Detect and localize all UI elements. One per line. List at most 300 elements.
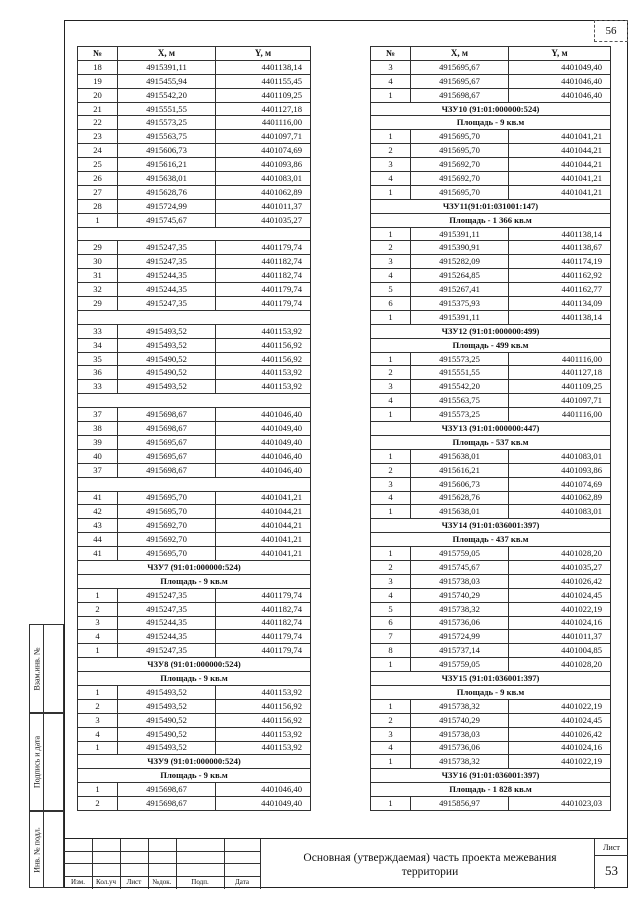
y-coordinate: 4401182,74 [216,602,311,616]
y-coordinate: 4401044,21 [509,144,611,158]
x-coordinate: 4915736,06 [411,741,509,755]
table-row [78,185,311,199]
x-coordinate: 4915563,75 [118,130,216,144]
table-row [78,158,311,172]
section-header: Площадь - 9 кв.м [371,685,611,699]
x-coordinate: 4915738,32 [411,755,509,769]
point-number: 3 [371,727,411,741]
x-coordinate: 4915493,52 [118,380,216,394]
point-number: 4 [78,727,118,741]
point-number: 29 [78,241,118,255]
point-number: 3 [371,255,411,269]
point-number: 3 [371,60,411,74]
section-header: ЧЗУ16 (91:01:036001:397) [371,769,611,783]
table-row [371,658,611,672]
y-coordinate: 4401179,74 [216,241,311,255]
point-number: 1 [78,685,118,699]
y-coordinate: 4401179,74 [216,588,311,602]
x-coordinate: 4915490,52 [118,352,216,366]
x-coordinate: 4915695,70 [118,505,216,519]
point-number: 44 [78,533,118,547]
point-number: 31 [78,269,118,283]
x-coordinate: 4915698,67 [411,88,509,102]
point-number: 23 [78,130,118,144]
table-row [78,699,311,713]
y-coordinate: 4401179,74 [216,630,311,644]
section-header: Площадь - 537 кв.м [371,435,611,449]
x-coordinate: 4915551,55 [411,366,509,380]
stamp-grid [64,839,260,889]
x-coordinate: 4915759,05 [411,658,509,672]
x-coordinate: 4915282,09 [411,255,509,269]
header-number: № [78,47,118,61]
point-number: 3 [371,477,411,491]
y-coordinate: 4401044,21 [216,505,311,519]
table-row [78,352,311,366]
table-row [78,616,311,630]
x-coordinate: 4915493,52 [118,685,216,699]
x-coordinate: 4915695,70 [118,491,216,505]
table-row [78,283,311,297]
y-coordinate: 4401022,19 [509,699,611,713]
y-coordinate: 4401041,21 [509,172,611,186]
table-row [78,685,311,699]
point-number: 4 [371,741,411,755]
point-number: 1 [371,227,411,241]
y-coordinate: 4401022,19 [509,602,611,616]
x-coordinate: 4915247,35 [118,588,216,602]
x-coordinate: 4915490,52 [118,727,216,741]
point-number: 32 [78,283,118,297]
point-number: 3 [371,574,411,588]
table-row [78,116,311,130]
spacer-cell [78,227,311,241]
document-title: Основная (утверждаемая) часть проекта межевания территории [303,852,557,878]
top-sheet-number: 56 [594,20,628,42]
table-row [371,741,611,755]
y-coordinate: 4401024,45 [509,588,611,602]
point-number: 33 [78,324,118,338]
table-row [371,297,611,311]
point-number: 24 [78,144,118,158]
x-coordinate: 4915493,52 [118,338,216,352]
section-header: Площадь - 1 366 кв.м [371,213,611,227]
y-coordinate: 4401049,40 [216,797,311,811]
point-number: 1 [371,310,411,324]
y-coordinate: 4401156,92 [216,713,311,727]
section-header-row [371,533,611,547]
point-number: 1 [371,449,411,463]
point-number: 25 [78,158,118,172]
table-row [371,491,611,505]
point-number: 43 [78,519,118,533]
section-header: Площадь - 499 кв.м [371,338,611,352]
y-coordinate: 4401179,74 [216,283,311,297]
stamp-col-sheet: Лист [126,878,142,886]
point-number: 3 [371,380,411,394]
x-coordinate: 4915695,67 [411,60,509,74]
point-number: 4 [371,588,411,602]
x-coordinate: 4915628,76 [411,491,509,505]
point-number: 21 [78,102,118,116]
section-header-row [371,213,611,227]
y-coordinate: 4401156,92 [216,699,311,713]
x-coordinate: 4915698,67 [118,797,216,811]
table-row [371,227,611,241]
x-coordinate: 4915493,52 [118,741,216,755]
y-coordinate: 4401062,89 [216,185,311,199]
section-header: ЧЗУ14 (91:01:036001:397) [371,519,611,533]
y-coordinate: 4401162,77 [509,283,611,297]
coordinates-table-left [77,46,311,811]
point-number: 1 [78,741,118,755]
sheet-box [594,839,628,889]
coordinates-table-right [370,46,611,811]
x-coordinate: 4915573,25 [411,408,509,422]
point-number: 4 [371,394,411,408]
x-coordinate: 4915695,67 [411,74,509,88]
y-coordinate: 4401182,74 [216,616,311,630]
table-row [78,630,311,644]
y-coordinate: 4401046,40 [509,74,611,88]
stamp-col-change: Изм. [71,878,85,886]
table-row [371,602,611,616]
table-row [78,463,311,477]
section-header-row [371,519,611,533]
x-coordinate: 4915606,73 [411,477,509,491]
section-header-row [371,338,611,352]
table-row [371,394,611,408]
spacer-row [78,227,311,241]
y-coordinate: 4401041,21 [216,491,311,505]
x-coordinate: 4915247,35 [118,297,216,311]
y-coordinate: 4401179,74 [216,644,311,658]
x-coordinate: 4915745,67 [118,213,216,227]
section-header-row [371,102,611,116]
y-coordinate: 4401127,18 [509,366,611,380]
y-coordinate: 4401134,09 [509,297,611,311]
y-coordinate: 4401041,21 [509,185,611,199]
y-coordinate: 4401046,40 [216,783,311,797]
y-coordinate: 4401049,40 [216,422,311,436]
table-row [78,102,311,116]
point-number: 4 [371,269,411,283]
x-coordinate: 4915455,94 [118,74,216,88]
section-header-row [371,324,611,338]
section-header-row [371,116,611,130]
section-header-row [78,560,311,574]
point-number: 2 [78,699,118,713]
x-coordinate: 4915551,55 [118,102,216,116]
section-header: ЧЗУ11(91:01:031001:147) [371,199,611,213]
point-number: 42 [78,505,118,519]
table-row [371,158,611,172]
point-number: 1 [371,130,411,144]
point-number: 1 [78,213,118,227]
spacer-cell [78,310,311,324]
table-row [78,74,311,88]
x-coordinate: 4915695,67 [118,435,216,449]
side-block-inv-orig [29,811,64,888]
table-row [78,269,311,283]
point-number: 3 [78,616,118,630]
y-coordinate: 4401023,03 [509,797,611,811]
x-coordinate: 4915247,35 [118,255,216,269]
section-header: Площадь - 9 кв.м [78,574,311,588]
table-row [371,74,611,88]
table-row [371,574,611,588]
x-coordinate: 4915740,29 [411,588,509,602]
table-row [78,366,311,380]
table-row [371,547,611,561]
y-coordinate: 4401083,01 [509,505,611,519]
y-coordinate: 4401109,25 [216,88,311,102]
table-row [78,713,311,727]
y-coordinate: 4401116,00 [509,408,611,422]
x-coordinate: 4915692,70 [118,519,216,533]
section-header: Площадь - 1 828 кв.м [371,783,611,797]
y-coordinate: 4401093,86 [216,158,311,172]
section-header-row [371,422,611,436]
table-header-row [78,47,311,61]
point-number: 29 [78,297,118,311]
x-coordinate: 4915493,52 [118,699,216,713]
table-row [371,255,611,269]
sheet-number: 53 [605,863,618,878]
table-row [78,144,311,158]
y-coordinate: 4401156,92 [216,338,311,352]
x-coordinate: 4915738,32 [411,602,509,616]
table-row [78,741,311,755]
y-coordinate: 4401041,21 [216,533,311,547]
x-coordinate: 4915628,76 [118,185,216,199]
y-coordinate: 4401044,21 [216,519,311,533]
table-row [371,644,611,658]
table-row [78,435,311,449]
point-number: 33 [78,380,118,394]
table-row [78,241,311,255]
point-number: 2 [78,602,118,616]
header-y: Y, м [216,47,311,61]
x-coordinate: 4915856,97 [411,797,509,811]
spacer-row [78,477,311,491]
x-coordinate: 4915267,41 [411,283,509,297]
y-coordinate: 4401004,85 [509,644,611,658]
point-number: 22 [78,116,118,130]
section-header: ЧЗУ12 (91:01:000000:499) [371,324,611,338]
table-row [371,449,611,463]
table-row [371,699,611,713]
x-coordinate: 4915692,70 [411,158,509,172]
x-coordinate: 4915724,99 [411,630,509,644]
point-number: 1 [371,505,411,519]
point-number: 36 [78,366,118,380]
x-coordinate: 4915573,25 [411,352,509,366]
table-row [78,491,311,505]
point-number: 27 [78,185,118,199]
x-coordinate: 4915692,70 [411,172,509,186]
y-coordinate: 4401083,01 [216,172,311,186]
table-row [371,755,611,769]
y-coordinate: 4401138,14 [216,60,311,74]
point-number: 2 [371,144,411,158]
y-coordinate: 4401035,27 [216,213,311,227]
y-coordinate: 4401182,74 [216,255,311,269]
table-row [371,616,611,630]
header-number: № [371,47,411,61]
section-header: ЧЗУ8 (91:01:000000:524) [78,658,311,672]
y-coordinate: 4401044,21 [509,158,611,172]
y-coordinate: 4401026,42 [509,574,611,588]
side-label-inv-orig: Инв. № подл. [32,826,41,873]
table-row [371,88,611,102]
table-row [78,602,311,616]
table-row [78,324,311,338]
table-row [371,366,611,380]
y-coordinate: 4401093,86 [509,463,611,477]
table-row [371,172,611,186]
point-number: 1 [371,88,411,102]
x-coordinate: 4915638,01 [411,449,509,463]
y-coordinate: 4401138,14 [509,310,611,324]
point-number: 2 [371,713,411,727]
point-number: 8 [371,644,411,658]
x-coordinate: 4915745,67 [411,560,509,574]
y-coordinate: 4401097,71 [216,130,311,144]
table-row [78,644,311,658]
section-header: Площадь - 9 кв.м [371,116,611,130]
table-row [371,380,611,394]
x-coordinate: 4915692,70 [118,533,216,547]
table-row [78,172,311,186]
table-row [78,449,311,463]
section-header: ЧЗУ10 (91:01:000000:524) [371,102,611,116]
y-coordinate: 4401049,40 [216,435,311,449]
x-coordinate: 4915695,70 [411,144,509,158]
point-number: 1 [371,658,411,672]
point-number: 18 [78,60,118,74]
section-header-row [78,769,311,783]
point-number: 6 [371,297,411,311]
section-header: ЧЗУ7 (91:01:000000:524) [78,560,311,574]
y-coordinate: 4401138,67 [509,241,611,255]
side-block-inv-replace [29,624,64,713]
table-row [371,144,611,158]
x-coordinate: 4915638,01 [411,505,509,519]
section-header-row [78,672,311,686]
section-header: Площадь - 9 кв.м [78,672,311,686]
x-coordinate: 4915695,67 [118,449,216,463]
y-coordinate: 4401041,21 [509,130,611,144]
x-coordinate: 4915391,11 [411,227,509,241]
table-row [371,185,611,199]
title-block [64,838,628,888]
y-coordinate: 4401024,45 [509,713,611,727]
point-number: 2 [371,241,411,255]
table-row [78,547,311,561]
table-row [78,338,311,352]
section-header: ЧЗУ15 (91:01:036001:397) [371,672,611,686]
table-row [371,505,611,519]
point-number: 6 [371,616,411,630]
spacer-cell [78,394,311,408]
point-number: 1 [371,352,411,366]
table-row [78,727,311,741]
point-number: 4 [371,491,411,505]
point-number: 20 [78,88,118,102]
table-row [78,519,311,533]
section-header-row [371,435,611,449]
point-number: 37 [78,408,118,422]
y-coordinate: 4401046,40 [216,449,311,463]
table-row [78,213,311,227]
x-coordinate: 4915247,35 [118,241,216,255]
y-coordinate: 4401046,40 [216,463,311,477]
table-row [78,783,311,797]
x-coordinate: 4915738,32 [411,699,509,713]
x-coordinate: 4915698,67 [118,422,216,436]
table-row [371,241,611,255]
point-number: 1 [371,699,411,713]
point-number: 1 [371,755,411,769]
y-coordinate: 4401138,14 [509,227,611,241]
x-coordinate: 4915695,70 [411,130,509,144]
point-number: 2 [371,560,411,574]
y-coordinate: 4401011,37 [216,199,311,213]
x-coordinate: 4915490,52 [118,366,216,380]
table-header-row [371,47,611,61]
spacer-cell [78,477,311,491]
point-number: 1 [78,783,118,797]
table-row [371,727,611,741]
point-number: 28 [78,199,118,213]
table-row [78,505,311,519]
y-coordinate: 4401179,74 [216,297,311,311]
point-number: 1 [78,588,118,602]
y-coordinate: 4401074,69 [509,477,611,491]
point-number: 4 [371,172,411,186]
table-row [78,797,311,811]
y-coordinate: 4401174,19 [509,255,611,269]
section-header-row [78,755,311,769]
x-coordinate: 4915724,99 [118,199,216,213]
point-number: 4 [78,630,118,644]
section-header-row [371,769,611,783]
point-number: 5 [371,283,411,297]
table-row [371,463,611,477]
y-coordinate: 4401127,18 [216,102,311,116]
y-coordinate: 4401097,71 [509,394,611,408]
y-coordinate: 4401153,92 [216,685,311,699]
point-number: 1 [371,408,411,422]
point-number: 2 [371,366,411,380]
y-coordinate: 4401153,92 [216,741,311,755]
point-number: 35 [78,352,118,366]
table-row [371,713,611,727]
table-row [78,297,311,311]
table-row [371,560,611,574]
x-coordinate: 4915391,11 [118,60,216,74]
table-row [371,477,611,491]
section-header-row [371,199,611,213]
y-coordinate: 4401062,89 [509,491,611,505]
section-header: Площадь - 9 кв.м [78,769,311,783]
point-number: 37 [78,463,118,477]
x-coordinate: 4915695,70 [411,185,509,199]
side-label-sign-date: Подпись и дата [32,735,41,789]
section-header-row [78,574,311,588]
y-coordinate: 4401011,37 [509,630,611,644]
